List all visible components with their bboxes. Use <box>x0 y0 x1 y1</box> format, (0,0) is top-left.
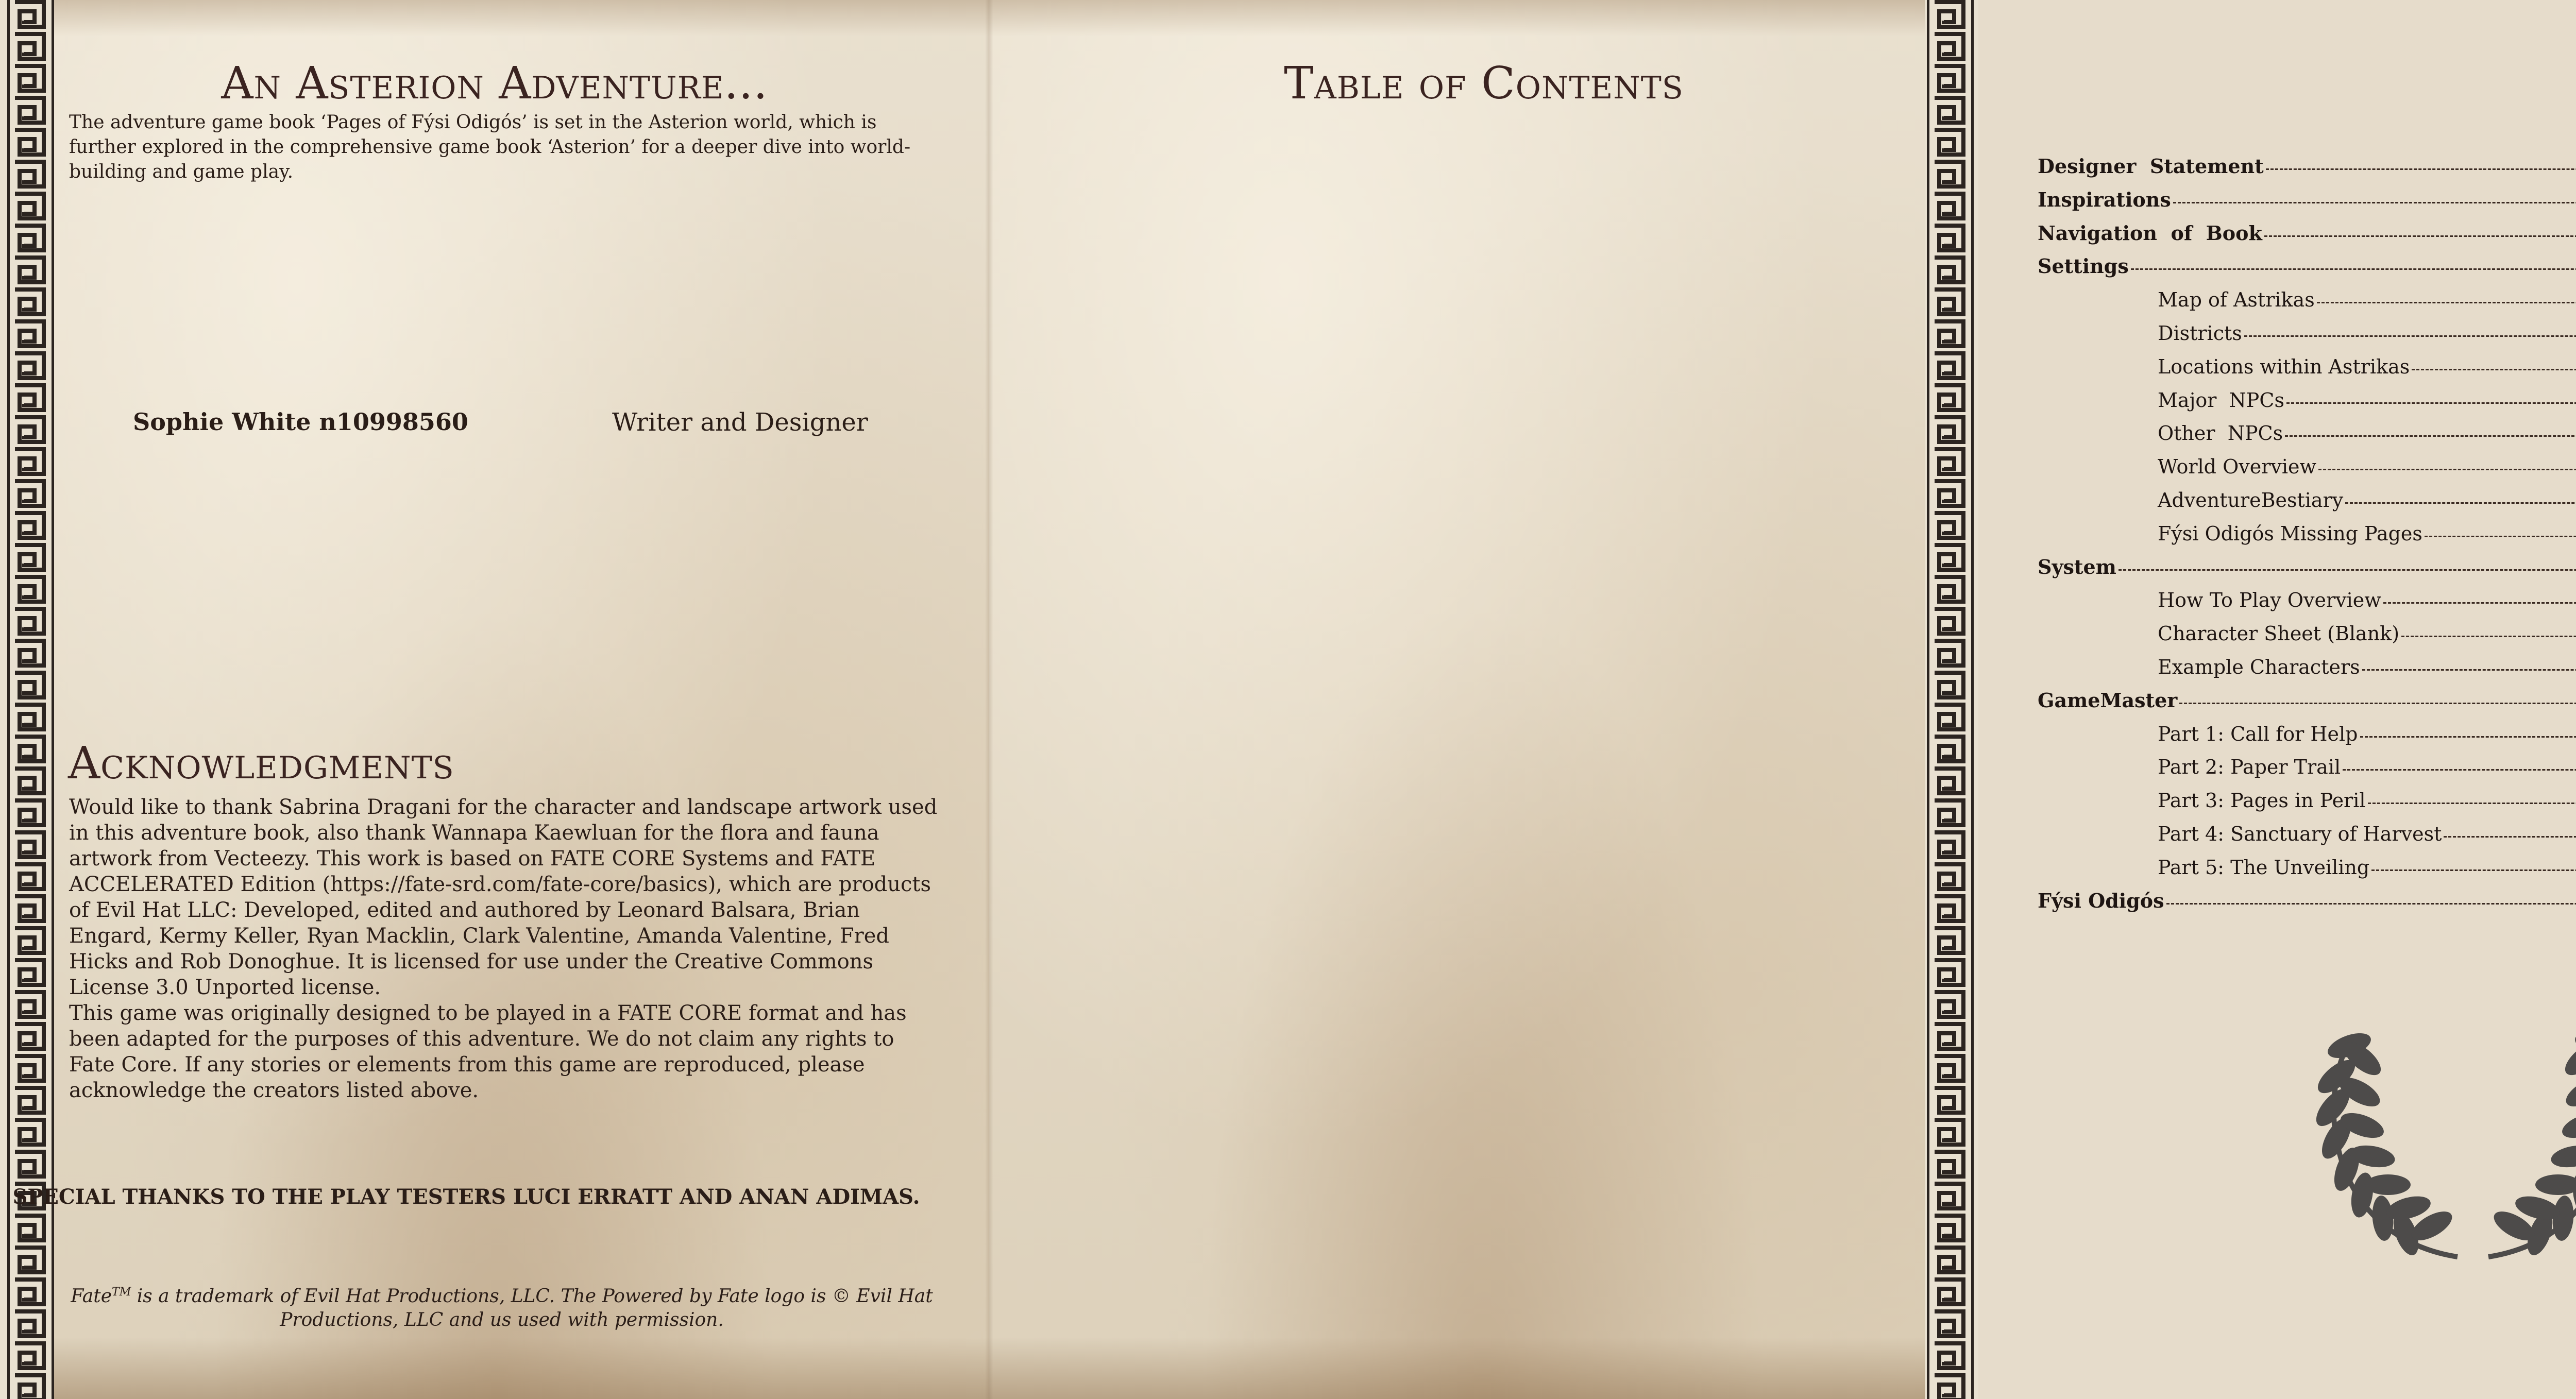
toc-entry-label: Fýsi Odigós <box>2038 889 2164 912</box>
trademark-symbol: TM <box>112 1286 131 1299</box>
laurel-wreath-icon <box>2277 1030 2576 1267</box>
toc-entry-label: Designer Statement <box>2038 155 2264 178</box>
toc-entry-label: World Overview <box>2158 455 2316 479</box>
toc-leader-line <box>2286 402 2576 404</box>
toc-leader-line <box>2264 235 2576 237</box>
toc-entry-label: Inspirations <box>2038 187 2171 211</box>
toc-entry-label: Locations within Astrikas <box>2158 355 2410 378</box>
toc-entry <box>2158 822 2576 853</box>
toc-leader-line <box>2444 836 2576 838</box>
toc-entry <box>2158 722 2576 753</box>
toc-entry <box>2158 488 2576 519</box>
paper-stain <box>989 1337 1978 1399</box>
toc-entry <box>2038 221 2576 252</box>
toc-leader-line <box>2317 302 2576 303</box>
toc-entry <box>2158 856 2576 886</box>
toc-entry <box>2158 789 2576 820</box>
special-thanks: SPECIAL THANKS TO THE PLAY TESTERS LUCI ERRATT AND ANAN ADIMAS. <box>12 1185 920 1209</box>
credit-role: Writer and Designer <box>612 408 868 437</box>
toc-leader-line <box>2362 669 2576 671</box>
toc-entry-label: Other NPCs <box>2158 422 2283 445</box>
toc-title: Table of Contents <box>1284 58 1684 109</box>
toc-leader-line <box>2119 569 2576 571</box>
toc-entry <box>2158 321 2576 352</box>
paper-stain <box>989 0 1978 36</box>
toc-entry <box>2038 188 2576 219</box>
toc-entry <box>2158 622 2576 653</box>
toc-entry <box>2158 388 2576 419</box>
paper-stain <box>0 0 989 36</box>
page-title: An Asterion Adventure... <box>221 58 768 109</box>
toc-entry <box>2038 155 2576 185</box>
toc-entry-label: Map of Astrikas <box>2158 288 2315 312</box>
toc-entry-label: Fýsi Odigós Missing Pages <box>2158 522 2422 545</box>
toc-entry-label: How To Play Overview <box>2158 589 2381 612</box>
toc-entry <box>2158 355 2576 386</box>
left-page <box>0 0 989 1399</box>
trademark-word: Fate <box>71 1286 112 1307</box>
toc-entry <box>2158 288 2576 319</box>
acknowledgments-heading: Acknowledgments <box>68 738 454 789</box>
toc-entry-label: Character Sheet (Blank) <box>2158 622 2400 645</box>
credit-name: Sophie White n10998560 <box>133 408 468 436</box>
toc-leader-line <box>2244 335 2576 337</box>
toc-entry-label: Part 4: Sanctuary of Harvest <box>2158 823 2442 845</box>
intro-paragraph: The adventure game book ‘Pages of Fýsi Odigós’ is set in the Asterion world, which is further explored in the comprehensive game book ‘Asterion’ for a deeper dive into world-building and game play. <box>69 112 911 182</box>
trademark-line-1: is a trademark of Evil Hat Productions, LLC. The Powered by Fate logo is © Evil Hat <box>131 1286 933 1307</box>
toc-entry <box>2158 421 2576 452</box>
toc-leader-line <box>2285 435 2576 437</box>
toc-entry-label: Districts <box>2158 322 2242 345</box>
toc-leader-line <box>2360 736 2576 738</box>
greek-key-border-right <box>1925 0 1978 1399</box>
toc-leader-line <box>2318 469 2576 470</box>
greek-key-pattern <box>1925 0 1978 1399</box>
toc-entry <box>2038 555 2576 586</box>
toc-entry-label: Part 2: Paper Trail <box>2158 756 2341 779</box>
toc-entry-label: System <box>2038 555 2116 578</box>
toc-leader-line <box>2425 536 2576 537</box>
toc-entry-label: Settings <box>2038 254 2129 278</box>
toc-entry <box>2158 522 2576 553</box>
toc-leader-line <box>2345 502 2576 504</box>
toc-entry <box>2038 889 2576 920</box>
paper-stain <box>0 1337 989 1399</box>
page-fold <box>985 0 993 1399</box>
toc-entry <box>2158 455 2576 486</box>
toc-leader-line <box>2412 369 2576 370</box>
toc-leader-line <box>2266 168 2576 170</box>
toc-leader-line <box>2383 602 2576 604</box>
toc-entry-label: Part 1: Call for Help <box>2158 722 2358 745</box>
toc-entry-label: Example Characters <box>2158 656 2360 678</box>
trademark-line-2: Productions, LLC and us used with permission. <box>280 1309 724 1330</box>
toc-entry-label: Major NPCs <box>2158 388 2284 412</box>
toc-leader-line <box>2371 869 2576 871</box>
toc-entry <box>2158 655 2576 686</box>
toc-entry-label: Navigation of Book <box>2038 221 2262 245</box>
toc-leader-line <box>2173 202 2576 203</box>
acknowledgments-paragraph: Would like to thank Sabrina Dragani for the character and landscape artwork used in this adventure book, also thank Wannapa Kaewluan for the flora and fauna artwork from Vecteezy. This work is based on FATE CORE Systems and FATE ACCELERATED Edition (https://fate-srd.com/fate-core/basics), which are products of Evil Hat LLC: Developed, edited and authored by Leonard Balsara, Brian Engard, Kermy Keller, Ryan Macklin, Clark Valentine, Amanda Valentine, Fred Hicks and Rob Donoghue. It is licensed for use under the Creative Commons License 3.0 Unported license. <box>69 795 938 999</box>
toc-entry-label: AdventureBestiary <box>2158 489 2344 511</box>
trademark-notice <box>69 1281 935 1332</box>
toc-entry <box>2158 588 2576 619</box>
toc-entry-label: GameMaster <box>2038 688 2178 712</box>
toc-entry-label: Part 3: Pages in Peril <box>2158 789 2366 812</box>
acknowledgments-paragraph: This game was originally designed to be played in a FATE CORE format and has been adapted for the purposes of this adventure. We do not claim any rights to Fate Core. If any stories or elements from this game are reproduced, please acknowledge the creators listed above. <box>69 1001 907 1102</box>
toc-leader-line <box>2166 903 2576 905</box>
toc-leader-line <box>2401 636 2576 637</box>
toc-entry <box>2038 254 2576 285</box>
toc-leader-line <box>2368 803 2576 804</box>
toc-entry <box>2158 755 2576 786</box>
right-page <box>989 0 2442 1399</box>
toc-leader-line <box>2343 769 2576 771</box>
toc-entry <box>2038 689 2576 720</box>
toc-entry-label: Part 5: The Unveiling <box>2158 856 2370 879</box>
toc-leader-line <box>2179 703 2576 704</box>
toc-leader-line <box>2131 268 2576 270</box>
